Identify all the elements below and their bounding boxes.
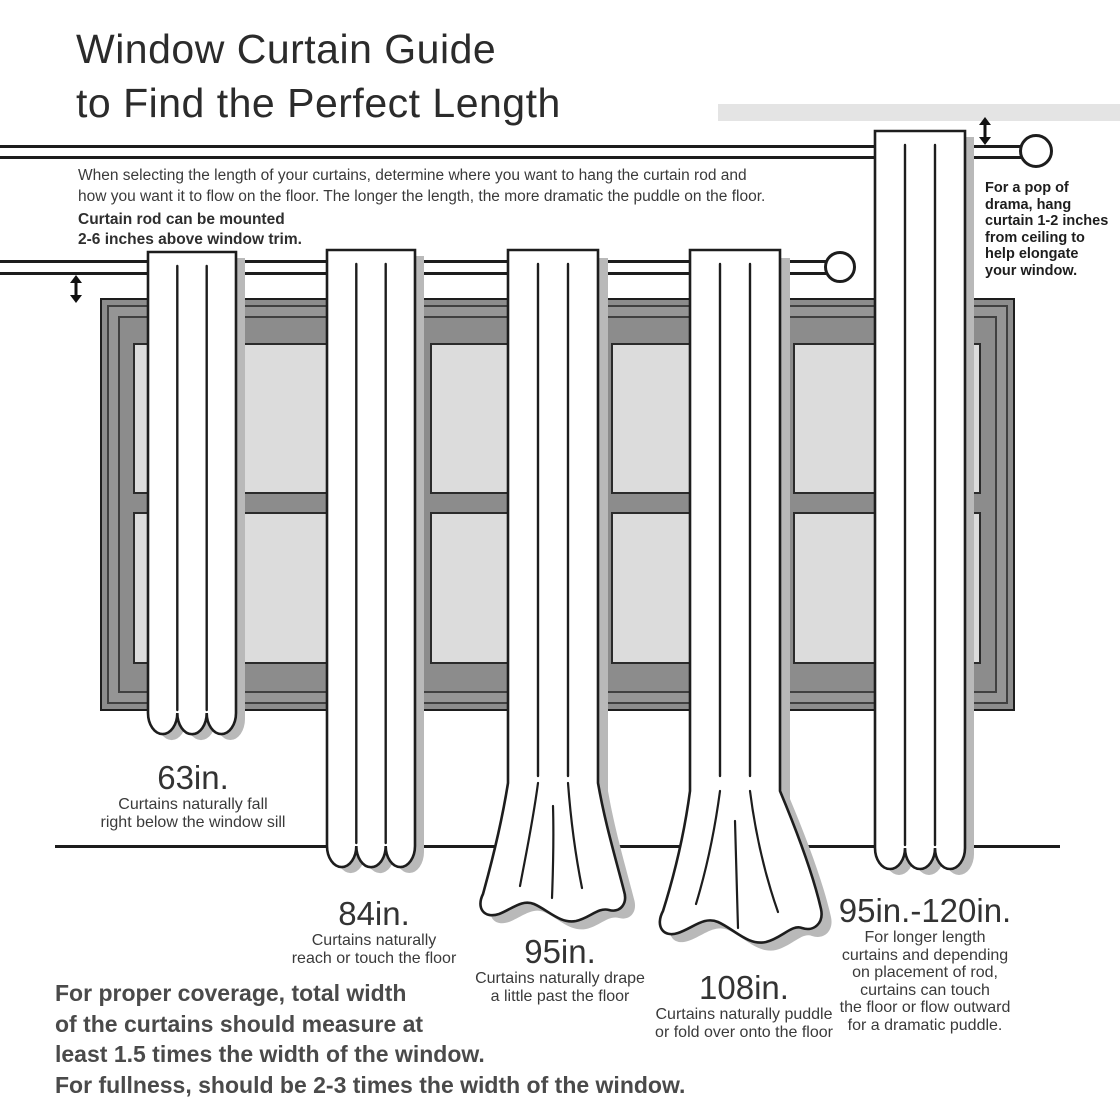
label-95-120in <box>839 893 1011 1034</box>
curtain-63in <box>144 246 248 746</box>
intro-paragraph <box>78 165 765 207</box>
label-95-120in-desc5: the floor or flow outward <box>839 999 1011 1016</box>
rod-gap-arrow-icon <box>65 274 87 304</box>
ceiling-rod-line-top <box>0 145 1021 148</box>
ceiling-rod-finial <box>1019 134 1053 168</box>
ceiling-note-line5: help elongate <box>985 246 1079 262</box>
rod-mount-note-line1: Curtain rod can be mounted <box>78 211 285 228</box>
ceiling-note <box>985 180 1108 279</box>
ceiling-note-line3: curtain 1-2 inches <box>985 213 1109 229</box>
label-84in-desc1: Curtains naturally <box>311 932 437 949</box>
ceiling-note-line1: For a pop of <box>985 180 1069 196</box>
curtain-108in <box>650 246 840 976</box>
label-95-120in-desc2: curtains and depending <box>841 946 1009 964</box>
label-95-120in-desc3: on placement of rod, <box>852 964 998 981</box>
label-63in-desc1: Curtains naturally fall <box>118 796 268 813</box>
footer-line2: of the curtains should measure at <box>55 1010 424 1037</box>
label-95in-desc2: a little past the floor <box>490 987 630 1005</box>
label-95-120in-desc6: for a dramatic puddle. <box>847 1016 1003 1034</box>
label-95in-length: 95in. <box>524 933 596 970</box>
ceiling-note-line2: drama, hang <box>985 196 1072 213</box>
label-84in-desc2: reach or touch the floor <box>291 949 457 967</box>
label-108in-desc1: Curtains naturally puddle <box>655 1006 833 1023</box>
ceiling-bar <box>718 104 1120 121</box>
rod-mount-note <box>78 210 302 250</box>
footer-line3: least 1.5 times the width of the window. <box>55 1041 485 1067</box>
footer-note <box>55 978 685 1100</box>
ceiling-gap-arrow-icon <box>974 116 996 146</box>
intro-line2: how you want it to flow on the floor. The longer the length, the more dramatic the puddle on the floor. <box>78 188 766 205</box>
page-title-line1: Window Curtain Guide <box>76 26 497 72</box>
ceiling-note-line6: your window. <box>985 262 1078 279</box>
label-95-120in-desc4: curtains can touch <box>860 981 990 999</box>
label-95in-desc1: Curtains naturally drape <box>475 970 645 987</box>
label-84in <box>292 896 457 967</box>
page-title-line2: to Find the Perfect Length <box>76 80 561 126</box>
label-108in-desc2: or fold over onto the floor <box>655 1023 833 1041</box>
label-108in-length: 108in. <box>699 969 789 1006</box>
page-title <box>76 22 561 130</box>
label-63in <box>101 760 286 831</box>
label-95-120in-desc1: For longer length <box>864 929 986 946</box>
curtain-95in <box>470 246 645 946</box>
ceiling-rod-line-bottom <box>0 156 1021 159</box>
ceiling-note-line4: from ceiling to <box>985 229 1085 246</box>
label-63in-length: 63in. <box>157 759 229 796</box>
rod-mount-note-line2: 2-6 inches above window trim. <box>78 231 302 248</box>
label-63in-desc2: right below the window sill <box>100 813 286 831</box>
curtain-84in <box>323 246 427 880</box>
curtain-95-120in <box>871 127 975 881</box>
intro-line1: When selecting the length of your curtains, determine where you want to hang the curtain rod and <box>78 167 747 184</box>
footer-line1: For proper coverage, total width <box>55 980 407 1006</box>
label-84in-length: 84in. <box>338 895 410 932</box>
label-95-120in-length: 95in.-120in. <box>838 892 1012 929</box>
footer-line4: For fullness, should be 2-3 times the width of the window. <box>55 1071 686 1098</box>
